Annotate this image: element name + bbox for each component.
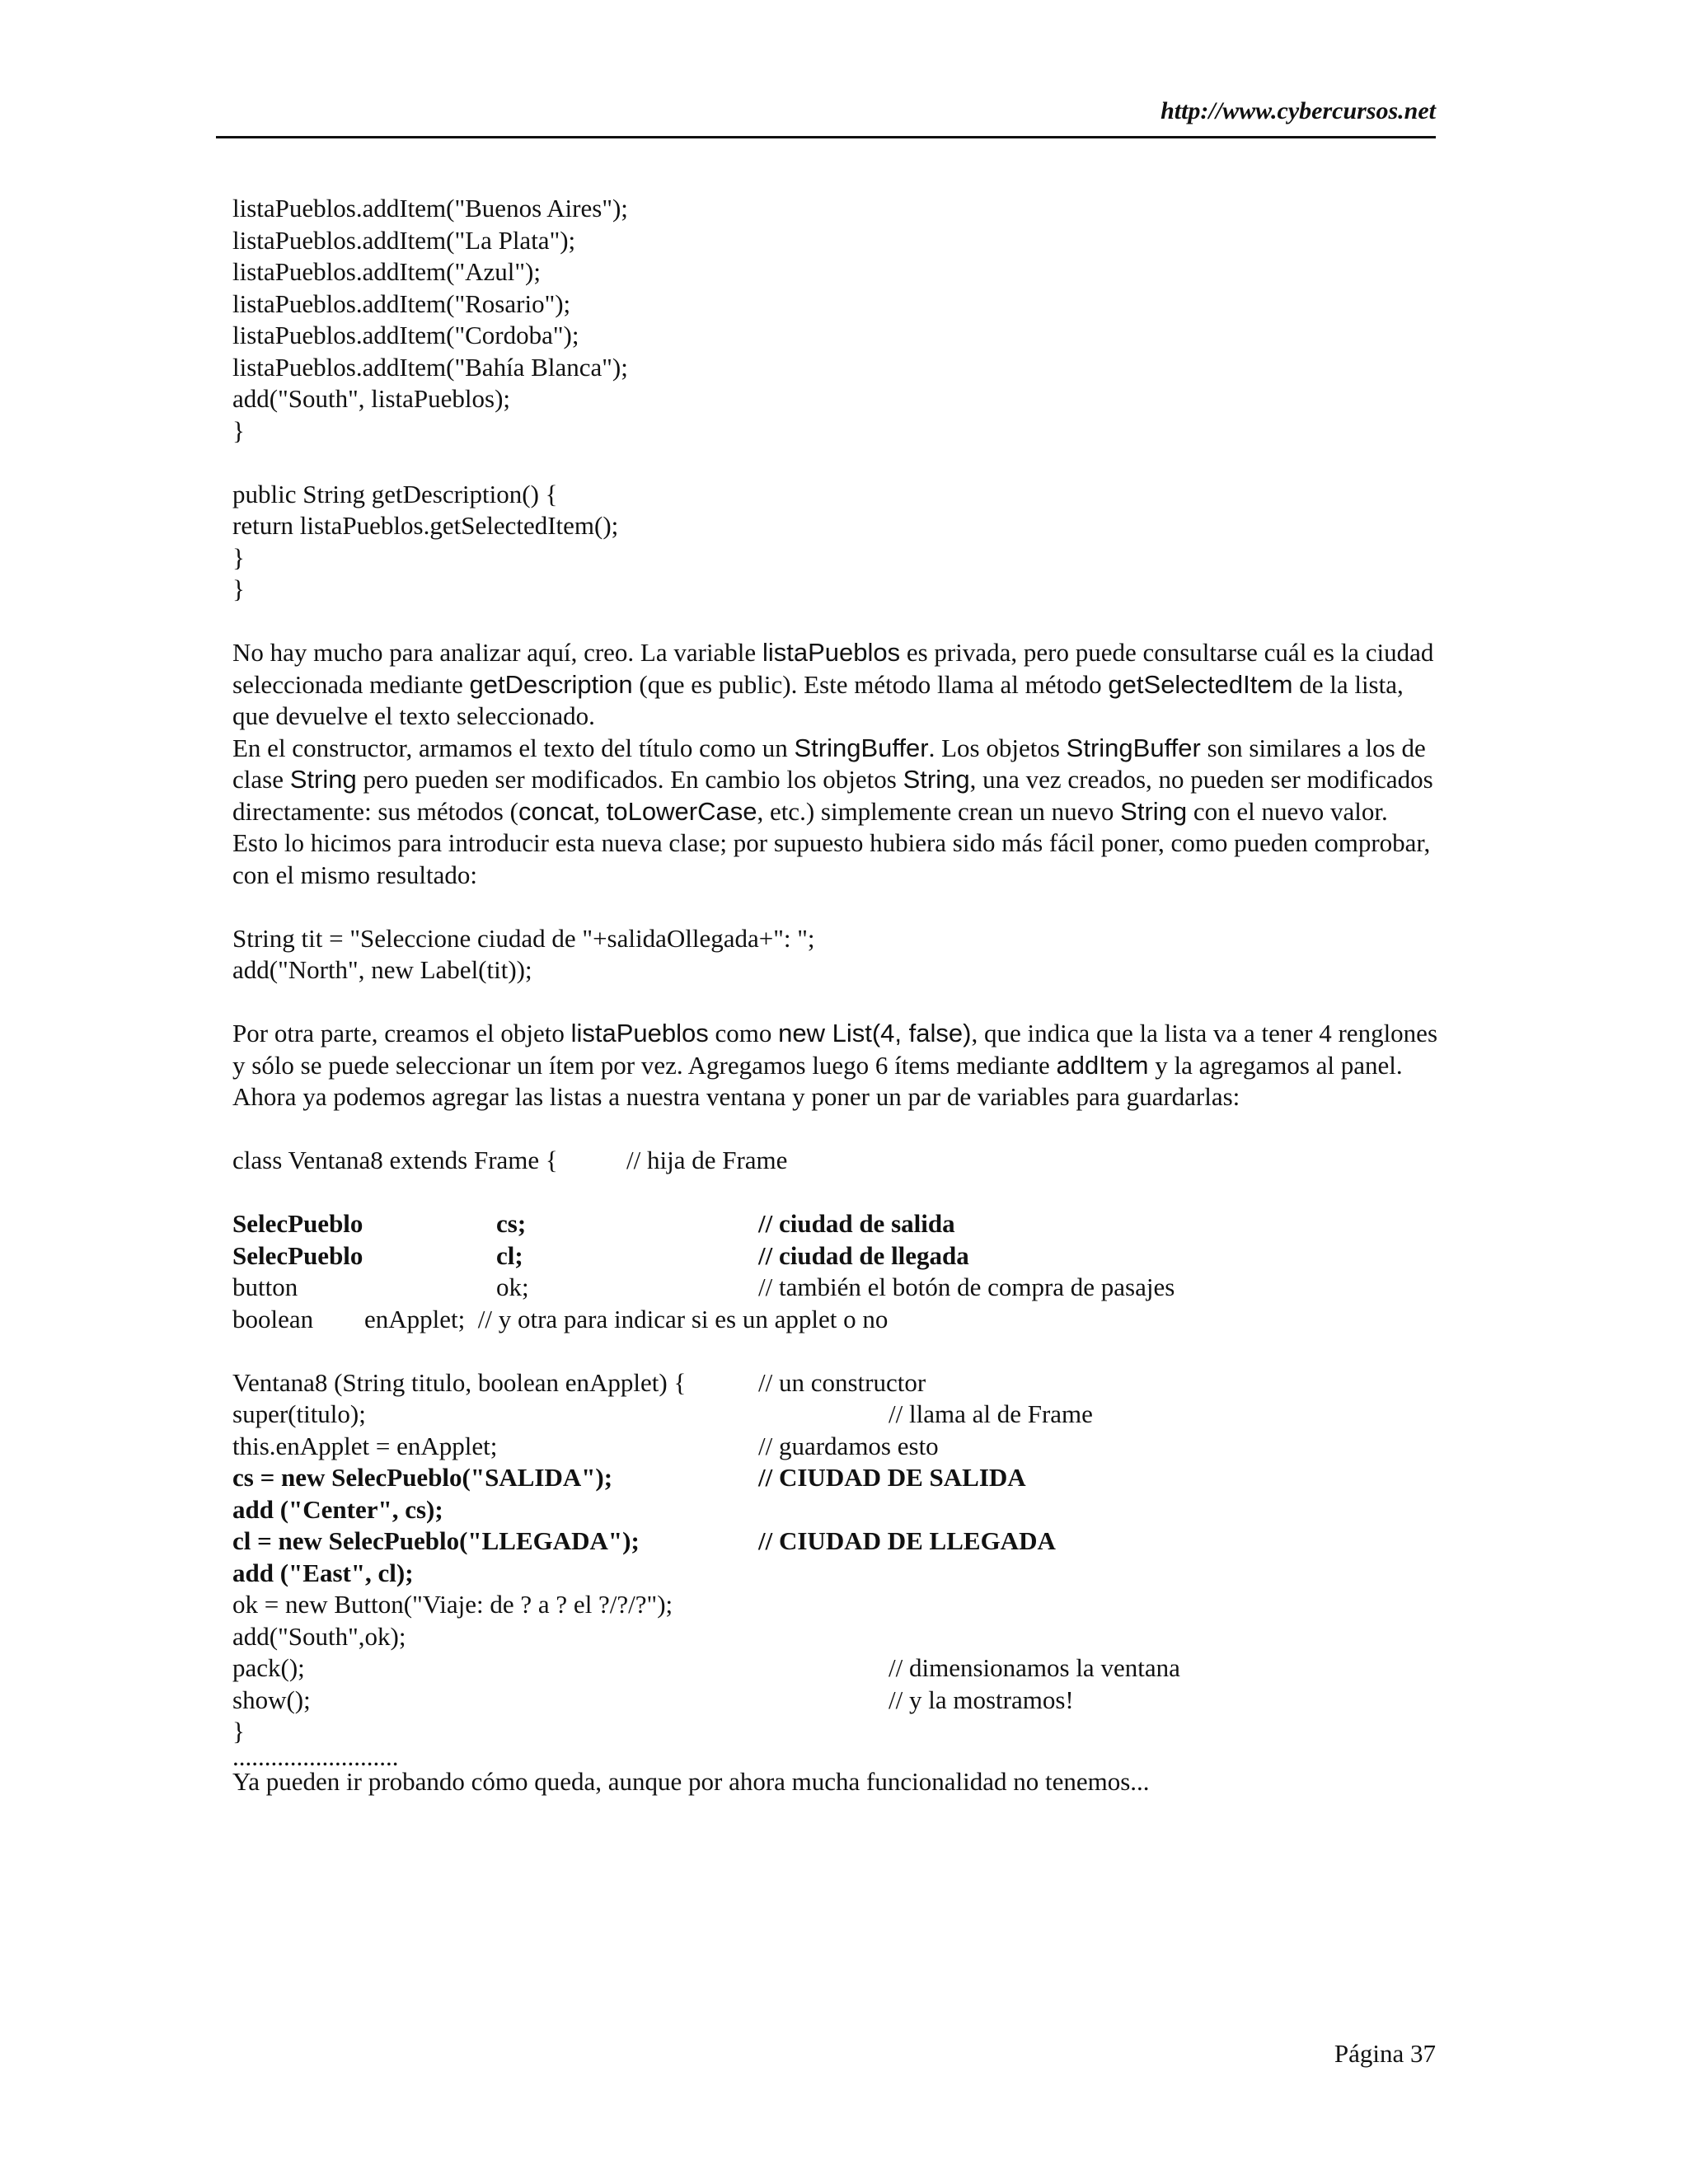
ctor-row: [232, 1685, 1444, 1717]
ctor-code: this.enApplet = enApplet;: [232, 1431, 498, 1460]
code-line: }: [232, 574, 245, 603]
field-type: button: [232, 1272, 298, 1301]
ctor-code: add ("Center", cs);: [232, 1494, 443, 1524]
paragraph-1: No hay mucho para analizar aquí, creo. La variable listaPueblos es privada, pero puede consultarse cuál es la ciudad seleccionada mediante getDescription (que es public). Este método llama al método getSelectedItem de la lista, que devuelve el texto seleccionado.: [232, 638, 1434, 730]
page-number: Página 37: [1334, 2039, 1436, 2068]
inline-code: StringBuffer: [1066, 733, 1201, 762]
paragraph-5: Ahora ya podemos agregar las listas a nuestra ventana y poner un par de variables para guardarlas:: [232, 1082, 1240, 1111]
ctor-code: ok = new Button("Viaje: de ? a ? el ?/?/?");: [232, 1590, 673, 1619]
ctor-comment: // CIUDAD DE LLEGADA: [758, 1526, 1056, 1555]
ctor-code: add ("East", cl);: [232, 1558, 414, 1587]
field-name: cl;: [496, 1240, 523, 1270]
field-name: ok;: [496, 1272, 529, 1301]
inline-code: String: [1120, 796, 1188, 826]
code-line: listaPueblos.addItem("Azul");: [232, 257, 541, 286]
code-line: }: [232, 542, 245, 572]
field-type: boolean: [232, 1304, 314, 1333]
inline-code: listaPueblos: [762, 638, 901, 667]
paragraph-2: En el constructor, armamos el texto del título como un StringBuffer. Los objetos StringBuffer son similares a los de clase String pero pueden ser modificados. En cambio los objetos String, una vez creados, no pueden ser modificados directamente: sus métodos (concat, toLowerCase, etc.) simplemente crean un nuevo String con el nuevo valor.: [232, 733, 1433, 826]
code-line: }: [232, 415, 245, 445]
code-line: return listaPueblos.getSelectedItem();: [232, 511, 619, 540]
final-line: Ya pueden ir probando cómo queda, aunque por ahora mucha funcionalidad no tenemos...: [232, 1766, 1150, 1796]
inline-code: String: [903, 765, 970, 794]
paragraph-4: Por otra parte, creamos el objeto listaPueblos como new List(4, false), que indica que la lista va a tener 4 renglones y sólo se puede seleccionar un ítem por vez. Agregamos luego 6 ítems mediante addItem y la agregamos al panel.: [232, 1019, 1438, 1080]
field-rest: enApplet; // y otra para indicar si es un applet o no: [364, 1304, 889, 1333]
ellipsis-dots: ..........................: [232, 1741, 399, 1771]
ctor-comment: // guardamos esto: [758, 1431, 939, 1460]
class-decl-code: class Ventana8 extends Frame {: [232, 1146, 558, 1174]
boolean-field-row: [232, 1304, 1444, 1336]
ctor-code: pack();: [232, 1653, 305, 1682]
ctor-code: Ventana8 (String titulo, boolean enApplet) {: [232, 1367, 687, 1397]
class-decl-comment: // hija de Frame: [626, 1146, 788, 1174]
code-block-1: [232, 193, 1444, 447]
field-type: SelecPueblo: [232, 1209, 363, 1238]
ctor-row: [232, 1526, 1444, 1558]
ctor-code: show();: [232, 1685, 311, 1714]
inline-code: listaPueblos: [570, 1019, 709, 1047]
code-block-2: [232, 479, 1444, 606]
inline-code: getSelectedItem: [1108, 669, 1293, 699]
ctor-comment: // dimensionamos la ventana: [889, 1653, 1180, 1682]
code-line: String tit = "Seleccione ciudad de "+salidaOllegada+": ";: [232, 923, 815, 953]
code-line: listaPueblos.addItem("Rosario");: [232, 288, 571, 318]
code-line: add("South", listaPueblos);: [232, 384, 511, 413]
ctor-row: [232, 1431, 1444, 1463]
field-comment: // ciudad de llegada: [758, 1240, 969, 1270]
code-line: add("North", new Label(tit));: [232, 955, 532, 984]
ctor-row: [232, 1558, 1444, 1590]
ctor-row: [232, 1462, 1444, 1494]
ctor-row: [232, 1589, 1444, 1621]
ctor-code: cl = new SelecPueblo("LLEGADA");: [232, 1526, 640, 1555]
inline-code: getDescription: [469, 669, 633, 699]
code-line: listaPueblos.addItem("La Plata");: [232, 225, 576, 255]
field-name: cs;: [496, 1209, 527, 1238]
paragraph-3: Esto lo hicimos para introducir esta nueva clase; por supuesto hubiera sido más fácil poner, como pueden comprobar, con el mismo resultado:: [232, 828, 1431, 889]
code-block-3: [232, 923, 1444, 987]
field-row: [232, 1240, 1444, 1272]
ctor-comment: // y la mostramos!: [889, 1685, 1074, 1714]
field-row: [232, 1208, 1444, 1240]
inline-code: concat: [518, 796, 594, 826]
ctor-row: [232, 1716, 1444, 1748]
ctor-code: super(titulo);: [232, 1399, 366, 1428]
code-line: listaPueblos.addItem("Bahía Blanca");: [232, 352, 628, 382]
inline-code: StringBuffer: [794, 733, 929, 762]
field-type: SelecPueblo: [232, 1240, 363, 1270]
ctor-code: }: [232, 1717, 245, 1746]
ctor-row: [232, 1399, 1444, 1431]
ctor-comment: // llama al de Frame: [889, 1399, 1093, 1428]
inline-code: new List(4, false): [778, 1019, 972, 1047]
inline-code: toLowerCase: [606, 796, 757, 826]
ctor-row: [232, 1494, 1444, 1526]
ctor-row: [232, 1621, 1444, 1653]
code-line: listaPueblos.addItem("Buenos Aires");: [232, 194, 628, 223]
ctor-code: cs = new SelecPueblo("SALIDA");: [232, 1463, 613, 1492]
class-declaration: [232, 1145, 1444, 1177]
header-url: http://www.cybercursos.net: [1160, 97, 1436, 124]
ctor-row: [232, 1367, 1444, 1399]
ctor-comment: // CIUDAD DE SALIDA: [758, 1463, 1026, 1492]
ctor-code: add("South",ok);: [232, 1621, 406, 1651]
field-row: [232, 1272, 1444, 1304]
header-rule: [216, 136, 1436, 138]
field-comment: // también el botón de compra de pasajes: [758, 1272, 1175, 1301]
inline-code: String: [289, 765, 357, 794]
code-line: listaPueblos.addItem("Cordoba");: [232, 321, 579, 349]
ctor-comment: // un constructor: [758, 1367, 926, 1397]
page-content: [232, 193, 1444, 1797]
field-comment: // ciudad de salida: [758, 1209, 955, 1238]
code-line: public String getDescription() {: [232, 479, 558, 509]
ctor-row: [232, 1652, 1444, 1685]
inline-code: addItem: [1056, 1050, 1149, 1080]
